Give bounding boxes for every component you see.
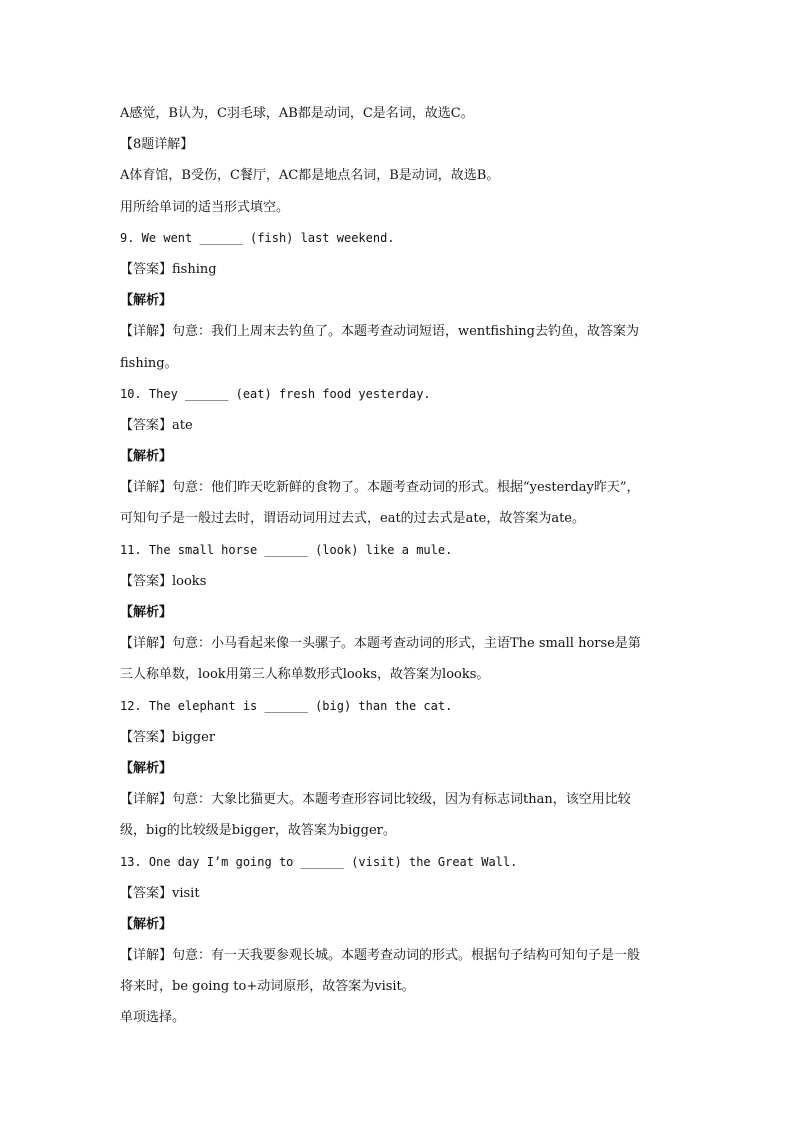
analysis-12-heading: 【解析】 [120,760,173,776]
answer-11: 【答案】looks [120,573,207,589]
question-13: 13. One day I’m going to ______ (visit) the Great Wall. [120,854,518,869]
section-heading-fill-in: 用所给单词的适当形式填空。 [120,199,290,215]
question-12: 12. The elephant is ______ (big) than the cat. [120,698,453,713]
detail-13-line-1: 【详解】句意：有一天我要参观长城。本题考查动词的形式。根据句子结构可知句子是一般 [120,948,641,964]
analysis-13-heading: 【解析】 [120,916,173,932]
answer-12: 【答案】bigger [120,729,216,745]
analysis-9-heading: 【解析】 [120,293,173,309]
document-page [120,98,680,1034]
section-heading-single-choice: 单项选择。 [120,1010,186,1026]
question-8-detail-heading: 【8题详解】 [120,137,194,153]
detail-11-line-1: 【详解】句意：小马看起来像一头骡子。本题考查动词的形式，主语The small horse是第 [120,636,641,652]
analysis-10-heading: 【解析】 [120,449,173,465]
detail-11-line-2: 三人称单数，look用第三人称单数形式looks，故答案为looks。 [120,667,490,683]
question-10: 10. They ______ (eat) fresh food yesterday. [120,386,431,401]
explanation-line-7: A感觉，B认为，C羽毛球，AB都是动词，C是名词，故选C。 [120,106,474,121]
detail-9-line-2: fishing。 [120,355,178,371]
detail-10-line-2: 可知句子是一般过去时，谓语动词用过去式，eat的过去式是ate，故答案为ate。 [120,511,586,527]
detail-9-line-1: 【详解】句意：我们上周末去钓鱼了。本题考查动词短语，wentfishing去钓鱼，故答案为 [120,324,639,340]
answer-13: 【答案】visit [120,885,200,901]
question-11: 11. The small horse ______ (look) like a mule. [120,542,453,557]
detail-12-line-1: 【详解】句意：大象比猫更大。本题考查形容词比较级，因为有标志词than，该空用比较 [120,792,631,808]
question-9: 9. We went ______ (fish) last weekend. [120,230,395,245]
analysis-11-heading: 【解析】 [120,605,173,620]
detail-12-line-2: 级，big的比较级是bigger，故答案为bigger。 [120,823,396,839]
detail-13-line-2: 将来时，be going to+动词原形，故答案为visit。 [120,979,415,995]
answer-10: 【答案】ate [120,417,193,433]
explanation-line-8: A体育馆，B受伤，C餐厅，AC都是地点名词，B是动词，故选B。 [120,168,500,184]
answer-9: 【答案】fishing [120,261,217,277]
detail-10-line-1: 【详解】句意：他们昨天吃新鲜的食物了。本题考查动词的形式。根据“yesterday昨天”， [120,480,640,496]
